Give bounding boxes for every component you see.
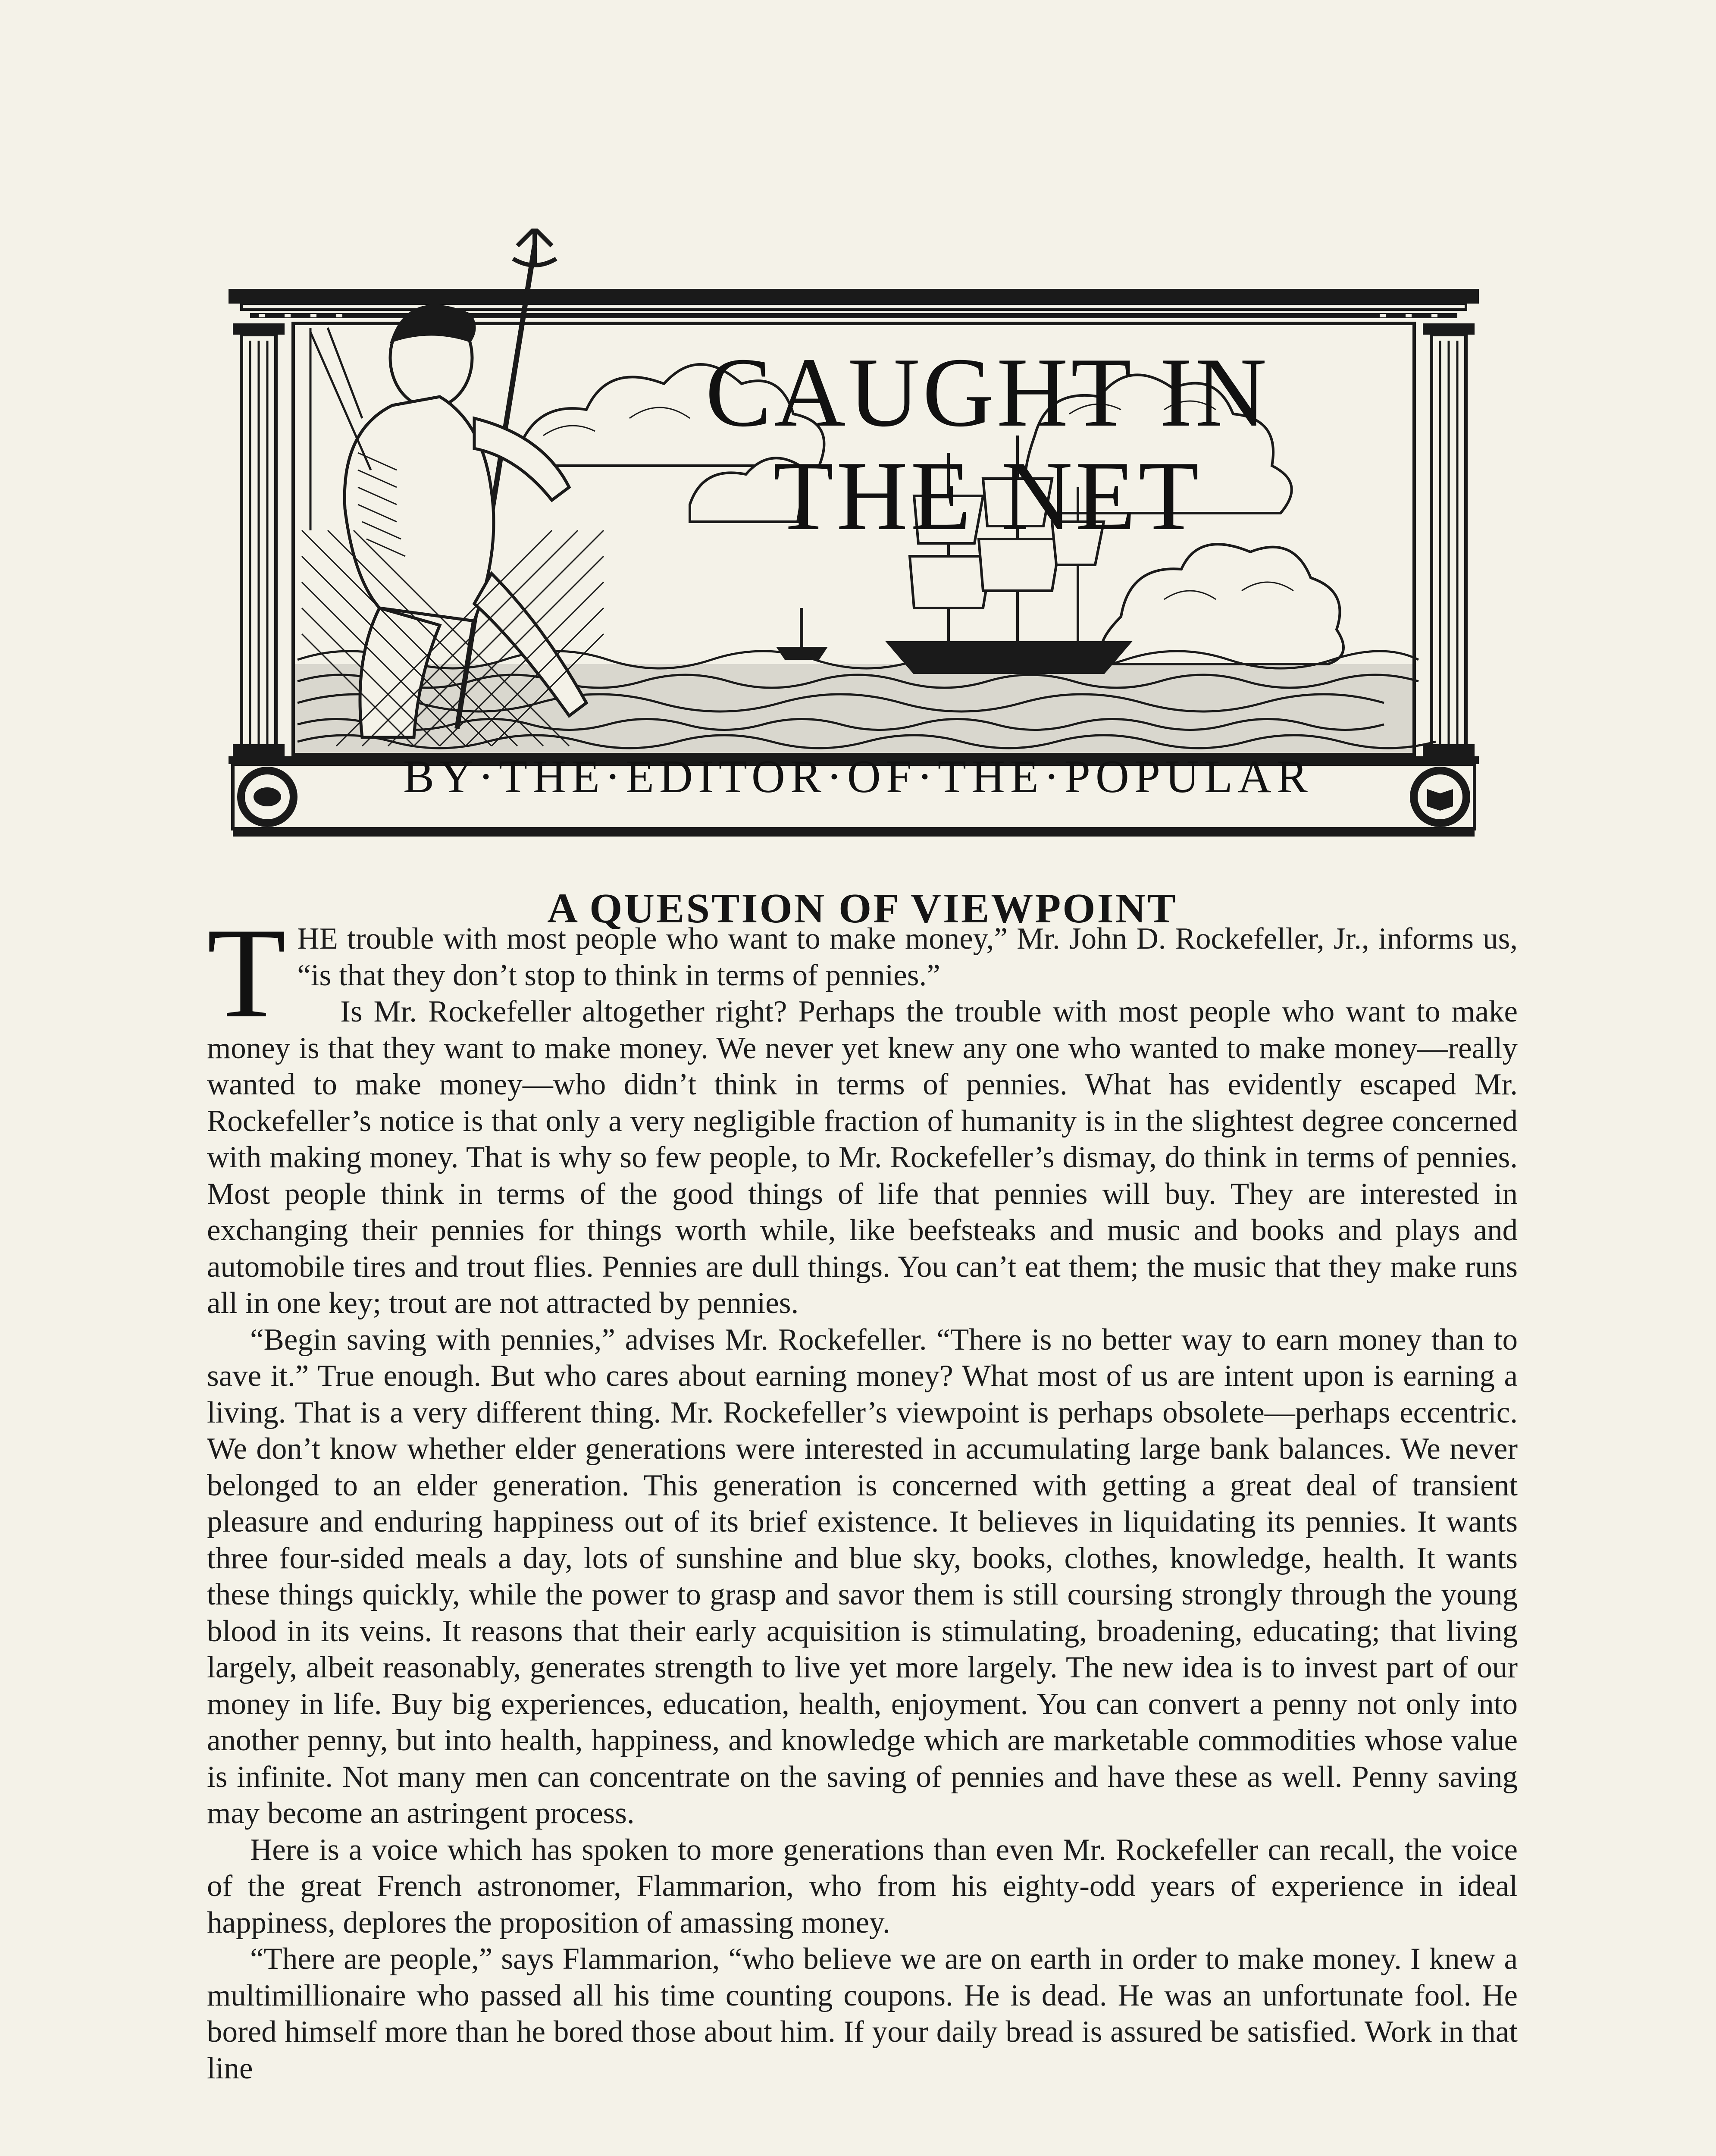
drop-cap: T: [207, 901, 286, 1044]
article-paragraph: “There are people,” says Flammarion, “who believe we are on earth in order to make money. I knew a multimillionaire who passed all his time counting coupons. He is dead. He was an unfortunate fool. He bored himself more than he bored those about him. If your daily bread is assured be satisfied. Work in that line: [207, 1942, 1518, 2085]
header-title: [638, 337, 1337, 551]
byline: BY·THE·EDITOR·OF·THE·POPULAR: [403, 751, 1313, 802]
article-paragraph: “Begin saving with pennies,” advises Mr. Rockefeller. “There is no better way to earn money than to save it.” True enough. But who cares about earning money? What most of us are intent upon is earning a living. That is a very different thing. Mr. Rockefeller’s viewpoint is perhaps obsolete—perhaps eccentric. We don’t know whether elder generations were interested in accumulating large bank balances. We never belonged to an elder generation. This generation is concerned with getting a great deal of transient pleasure and enduring happiness out of its brief existence. It believes in liquidating its pennies. It wants three four-sided meals a day, lots of sunshine and blue sky, books, clothes, knowledge, health. It wants these things quickly, while the power to grasp and savor them is still coursing strongly through the young blood in its veins. It reasons that their early acquisition is stimulating, broadening, educating; that living largely, albeit reasonably, generates strength to live yet more largely. The new idea is to invest part of our money in life. Buy big experiences, education, health, enjoyment. You can convert a penny not only into another penny, but into health, happiness, and knowledge which are marketable commodities whose value is infinite. Not many men can concentrate on the saving of pennies and have these as well. Penny saving may become an astringent process.: [207, 1322, 1518, 1830]
header-title-line2: THE NET: [773, 441, 1202, 551]
article-paragraph-text: HE trouble with most people who want to make money,” Mr. John D. Rockefeller, Jr., informs us, “is that they don’t stop to think in terms of pennies.”: [297, 922, 1518, 992]
header-title-line1: CAUGHT IN: [705, 337, 1270, 447]
article-paragraph: Here is a voice which has spoken to more generations than even Mr. Rockefeller can recall, the voice of the great French astronomer, Flammarion, who from his eighty-odd years of experience in ideal happiness, deplores the proposition of amassing money.: [207, 1833, 1518, 1940]
article-headline: A QUESTION OF VIEWPOINT: [547, 885, 1177, 932]
article-paragraph: Is Mr. Rockefeller altogether right? Perhaps the trouble with most people who want to make money is that they want to make money. We never yet knew any one who wanted to make money—really wanted to make money—who didn’t think in terms of pennies. What has evidently escaped Mr. Rockefeller’s notice is that only a very negligible fraction of humanity is in the slightest degree concerned with making money. That is why so few people, to Mr. Rockefeller’s dismay, do think in terms of pennies. Most people think in terms of the good things of life that pennies will buy. They are interested in exchanging their pennies for things worth while, like beefsteaks and music and books and plays and automobile tires and trout flies. Pennies are dull things. You can’t eat them; the music that they make runs all in one key; trout are not attracted by pennies.: [207, 995, 1518, 1320]
